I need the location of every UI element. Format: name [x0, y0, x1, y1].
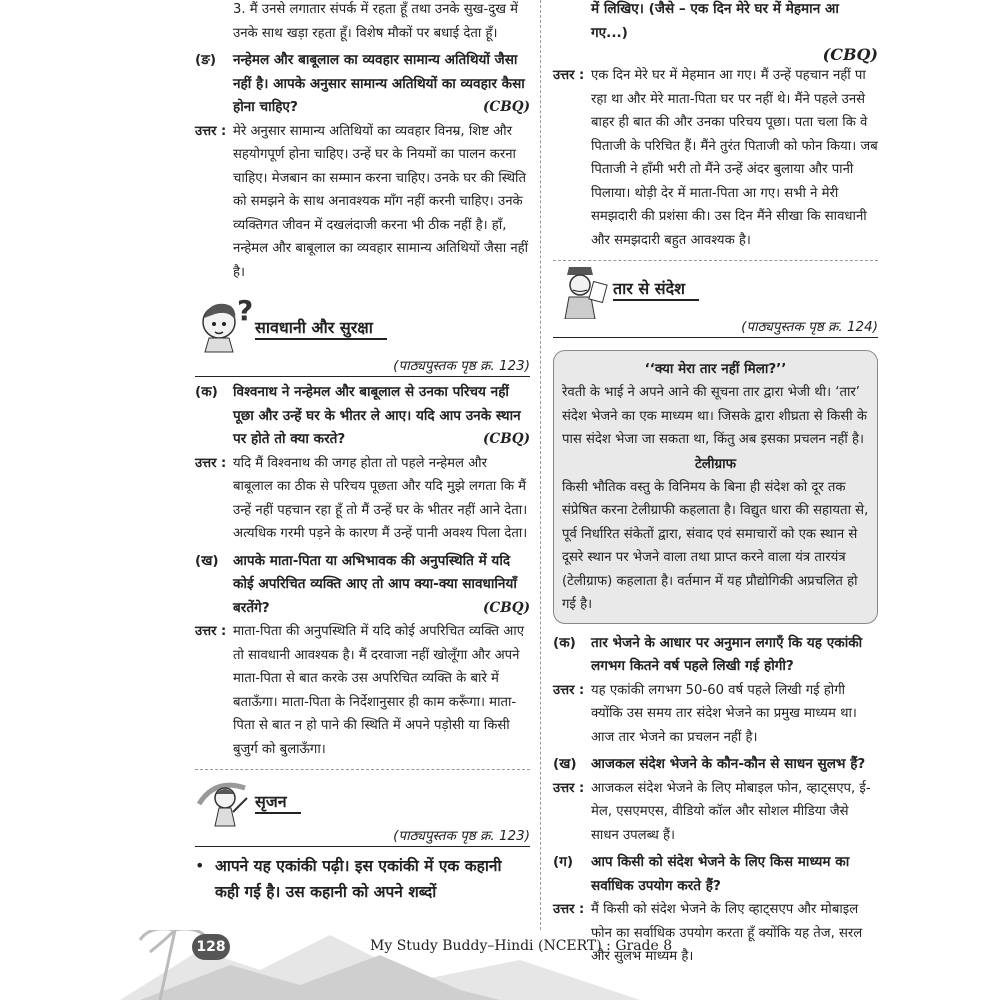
answer-label: उत्तर : [553, 682, 585, 698]
question-d [195, 49, 530, 120]
book-title: My Study Buddy–Hindi (NCERT) : Grade 8 [370, 938, 673, 954]
question-text: आपके माता-पिता या अभिभावक की अनुपस्थिति में यदि कोई अपरिचित व्यक्ति आए तो आप क्या-क्या सावधानियाँ बरतेंगे? [233, 552, 517, 616]
question-3 [553, 851, 878, 898]
section-title: सृजन [255, 790, 301, 814]
prompt-continuation [553, 0, 878, 64]
answer-label: उत्तर : [553, 902, 585, 917]
question-text: तार भेजने के आधार पर अनुमान लगाएँ कि यह एकांकी लगभग कितने वर्ष पहले लिखी गई होगी? [591, 634, 863, 674]
answer-1 [553, 679, 878, 750]
answer-text: यह एकांकी लगभग 50-60 वर्ष पहले लिखी गई होगी क्योंकि उस समय तार संदेश भेजने का प्रमुख माध्यम था। आज तार भेजने का प्रचलन नहीं है। [591, 682, 857, 745]
info-box [553, 350, 878, 624]
question-text: नन्हेमल और बाबूलाल का व्यवहार सामान्य अतिथियों जैसा नहीं है। आपके अनुसार सामान्य अतिथियों का व्यवहार कैसा होना चाहिए? [233, 52, 525, 115]
creation-prompt [195, 853, 530, 905]
right-column [553, 0, 878, 969]
answer-text: आजकल संदेश भेजने के लिए मोबाइल फोन, व्हाट्सएप, ई-मेल, एसएमएस, वीडियो कॉल और सोशल मीडिया जैसे साधन उपलब्ध हैं। [591, 780, 871, 843]
question-text: आजकल संदेश भेजने के कौन-कौन से साधन सुलभ हैं? [591, 756, 866, 772]
intro-line-1: 3. मैं उनसे लगातार संपर्क में रहता हूँ तथा उनके सुख-दुख में [233, 2, 519, 17]
question-label: (ग) [553, 854, 574, 870]
info-box-subtitle: टेलीग्राफ [695, 455, 736, 472]
question-kh [195, 550, 530, 621]
answer-text: यदि मैं विश्वनाथ की जगह होता तो पहले नन्हेमल और बाबूलाल का ठीक से परिचय पूछता और यदि मुझे लगता कि मैं उन्हें नहीं पहचान रहा हूँ तो मैं उन्हें घर के भीतर नहीं आने देता। अत्यधिक गरमी पड़ने के कारण मैं उन्हें पानी अवश्य पिला देता। [233, 455, 528, 541]
postman-icon [553, 263, 609, 319]
question-label: (ख) [553, 756, 577, 772]
question-k [195, 381, 530, 452]
cbq-tag: (CBQ) [482, 99, 530, 115]
info-box-title: ‘‘क्या मेरा तार नहीं मिला?’’ [644, 361, 787, 377]
section-title: तार से संदेश [613, 277, 699, 301]
answer-kh [195, 620, 530, 761]
answer-text: मेरे अनुसार सामान्य अतिथियों का व्यवहार विनम्र, शिष्ट और सहयोगपूर्ण होना चाहिए। उन्हें घर के नियमों का पालन करना चाहिए। मेजबान का सम्मान करना चाहिए। उनके घर की स्थिति को समझने के साथ अनावश्यक माँग नहीं करनी चाहिए। उनके व्यक्तिगत जीवन में दखलंदाजी करना भी ठीक नहीं है। हाँ, नन्हेमल और बाबूलाल का व्यवहार सामान्य अतिथियों जैसा नहीं है। [233, 123, 529, 280]
question-text: विश्वनाथ ने नन्हेमल और बाबूलाल से उनका परिचय नहीं पूछा और उन्हें घर के भीतर ले आए। यदि आप उनके स्थान पर होते तो क्या करते? [233, 384, 521, 447]
column-divider [540, 0, 541, 930]
question-label: (ख) [195, 552, 219, 569]
svg-text:?: ? [237, 294, 254, 327]
page-number: 128 [192, 934, 230, 960]
answer-text: माता-पिता की अनुपस्थिति में यदि कोई अपरिचित व्यक्ति आए तो सावधानी आवश्यक है। मैं दरवाजा नहीं खोलूँगा और अपने माता-पिता से बात करके उस अपरिचित व्यक्ति के बारे में बताऊँगा। माता-पिता के निर्देशानुसार ही काम करूँगा। माता-पिता से बात न हो पाने की स्थिति में अपने पड़ोसी या किसी बुजुर्ग को बुलाऊँगा। [233, 624, 525, 757]
textbook-reference: (पाठ्यपुस्तक पृष्ठ क्र. 123) [195, 356, 530, 377]
section-creation-header [195, 770, 530, 826]
answer-label: उत्तर : [195, 455, 227, 471]
cbq-tag: (CBQ) [482, 599, 530, 616]
question-label: (क) [553, 634, 576, 651]
question-label: (क) [195, 384, 218, 400]
cbq-tag: (CBQ) [482, 431, 530, 447]
answer-text: एक दिन मेरे घर में मेहमान आ गए। मैं उन्हें पहचान नहीं पा रहा था और मेरे माता-पिता घर पर नहीं थे। मैंने पहले उनसे बाहर ही बात की और उनका परिचय पूछा। पता चला कि वे पिताजी के परिचित हैं। मैंने तुरंत पिताजी को फोन किया। जब पिताजी ने हाँमी भरी तो मैंने उन्हें अंदर बुलाया और पानी पिलाया। थोड़ी देर में माता-पिता आ गए। सभी ने मेरी समझदारी की प्रशंसा की। उस दिन मैंने सीखा कि सावधानी और समझदारी बहुत आवश्यक है। [591, 68, 878, 248]
prompt-continuation-text: में लिखिए। (जैसे – एक दिन मेरे घर में मेहमान आ गए...) [591, 1, 839, 41]
answer-d [195, 120, 530, 285]
answer-label: उत्तर : [195, 123, 227, 139]
info-box-paragraph: रेवती के भाई ने अपने आने की सूचना तार द्वारा भेजी थी। ‘तार’ संदेश भेजने का एक माध्यम था। जिसके द्वारा शीघ्रता से किसी के पास संदेश भेजा जा सकता था, किंतु अब इसका प्रचलन नहीं है। [562, 385, 868, 447]
answer-k [195, 452, 530, 546]
answer-label: उत्तर : [553, 68, 585, 83]
section-telegram-header [553, 261, 878, 317]
cbq-tag: (CBQ) [822, 45, 878, 64]
answer-text: मैं किसी को संदेश भेजने के लिए व्हाट्सएप और मोबाइल फोन का सर्वाधिक उपयोग करता हूँ क्योंकि यह तेज, सरल और सुलभ माध्यम है। [591, 902, 863, 964]
textbook-reference: (पाठ्यपुस्तक पृष्ठ क्र. 124) [553, 317, 878, 338]
question-label: (ङ) [195, 52, 217, 68]
question-text: आप किसी को संदेश भेजने के लिए किस माध्यम का सर्वाधिक उपयोग करते हैं? [591, 854, 850, 894]
info-box-paragraph: किसी भौतिक वस्तु के विनिमय के बिना ही संदेश को दूर तक संप्रेषित करना टेलीग्राफी कहलाता है। विद्युत धारा की सहायता से, पूर्व निर्धारित संकेतों द्वारा, संवाद एवं समाचारों को एक स्थान से दूसरे स्थान पर भेजने वाला तथा प्राप्त करने वाला यंत्र तारयंत्र (टेलीग्राफ) कहलाता है। वर्तमान में यह प्रौद्योगिकी अप्रचलित हो गई है। [562, 479, 869, 612]
thinking-girl-icon [195, 292, 257, 354]
question-1 [553, 632, 878, 679]
painting-child-icon [195, 774, 255, 830]
intro-line-2: उनके साथ खड़ा रहता हूँ। विशेष मौकों पर बधाई देता हूँ। [233, 25, 498, 41]
question-2 [553, 753, 878, 777]
bullet-icon: • [195, 856, 205, 875]
section-title: सावधानी और सुरक्षा [255, 316, 387, 340]
answer-label: उत्तर : [553, 780, 585, 796]
answer-2 [553, 777, 878, 848]
answer-creation [553, 64, 878, 252]
textbook-reference: (पाठ्यपुस्तक पृष्ठ क्र. 123) [195, 826, 530, 847]
section-safety-header [195, 290, 530, 356]
page-footer [0, 930, 1000, 1000]
creation-prompt-text: आपने यह एकांकी पढ़ी। इस एकांकी में एक कहानी कही गई है। उस कहानी को अपने शब्दों [215, 857, 502, 901]
left-column [195, 0, 530, 905]
answer-label: उत्तर : [195, 624, 227, 639]
intro-answer-continuation [195, 0, 530, 45]
